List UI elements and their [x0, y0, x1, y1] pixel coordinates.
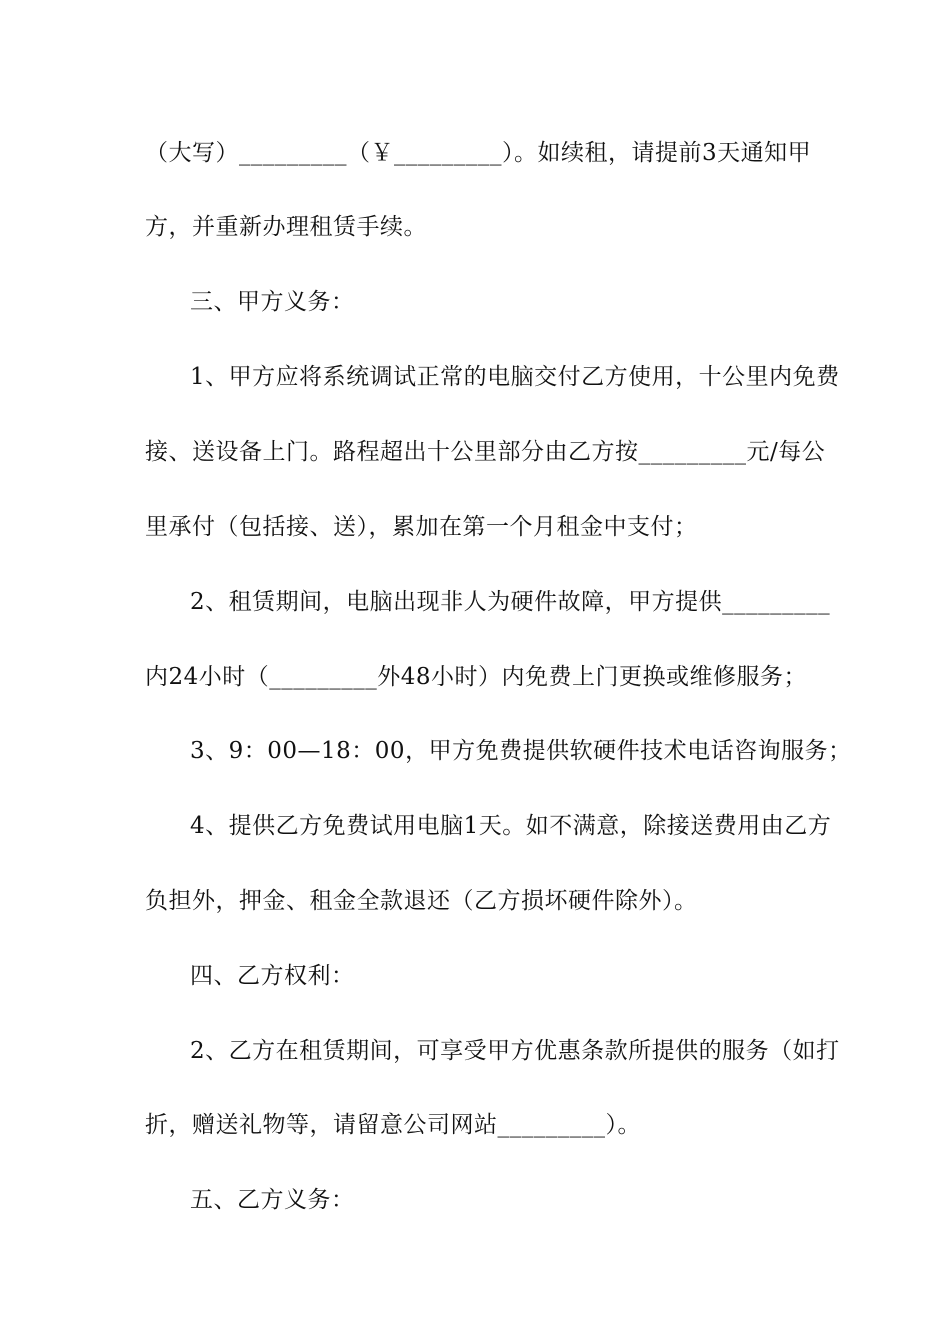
text-line: 内24小时（_________外48小时）内免费上门更换或维修服务； — [145, 664, 808, 690]
text-line: 3、9：00—18：00，甲方免费提供软硬件技术电话咨询服务； — [190, 738, 852, 764]
text-line: 里承付（包括接、送），累加在第一个月租金中支付； — [145, 514, 698, 540]
text-line: 4、提供乙方免费试用电脑1天。如不满意，除接送费用由乙方 — [190, 813, 832, 839]
text-line: 折，赠送礼物等，请留意公司网站_________）。 — [145, 1112, 641, 1138]
section-heading: 五、乙方义务： — [190, 1187, 355, 1213]
section-heading: 四、乙方权利： — [190, 963, 355, 989]
text-line: 负担外，押金、租金全款退还（乙方损坏硬件除外）。 — [145, 888, 698, 914]
text-line: 1、甲方应将系统调试正常的电脑交付乙方使用，十公里内免费 — [190, 364, 840, 390]
section-heading: 三、甲方义务： — [190, 289, 355, 315]
text-line: 2、租赁期间，电脑出现非人为硬件故障，甲方提供_________ — [190, 589, 831, 615]
text-line: 方，并重新办理租赁手续。 — [145, 214, 427, 240]
text-line: （大写）_________（￥_________）。如续租，请提前3天通知甲 — [145, 140, 812, 166]
text-line: 接、送设备上门。路程超出十公里部分由乙方按_________元/每公 — [145, 439, 826, 465]
text-line: 2、乙方在租赁期间，可享受甲方优惠条款所提供的服务（如打 — [190, 1038, 840, 1064]
